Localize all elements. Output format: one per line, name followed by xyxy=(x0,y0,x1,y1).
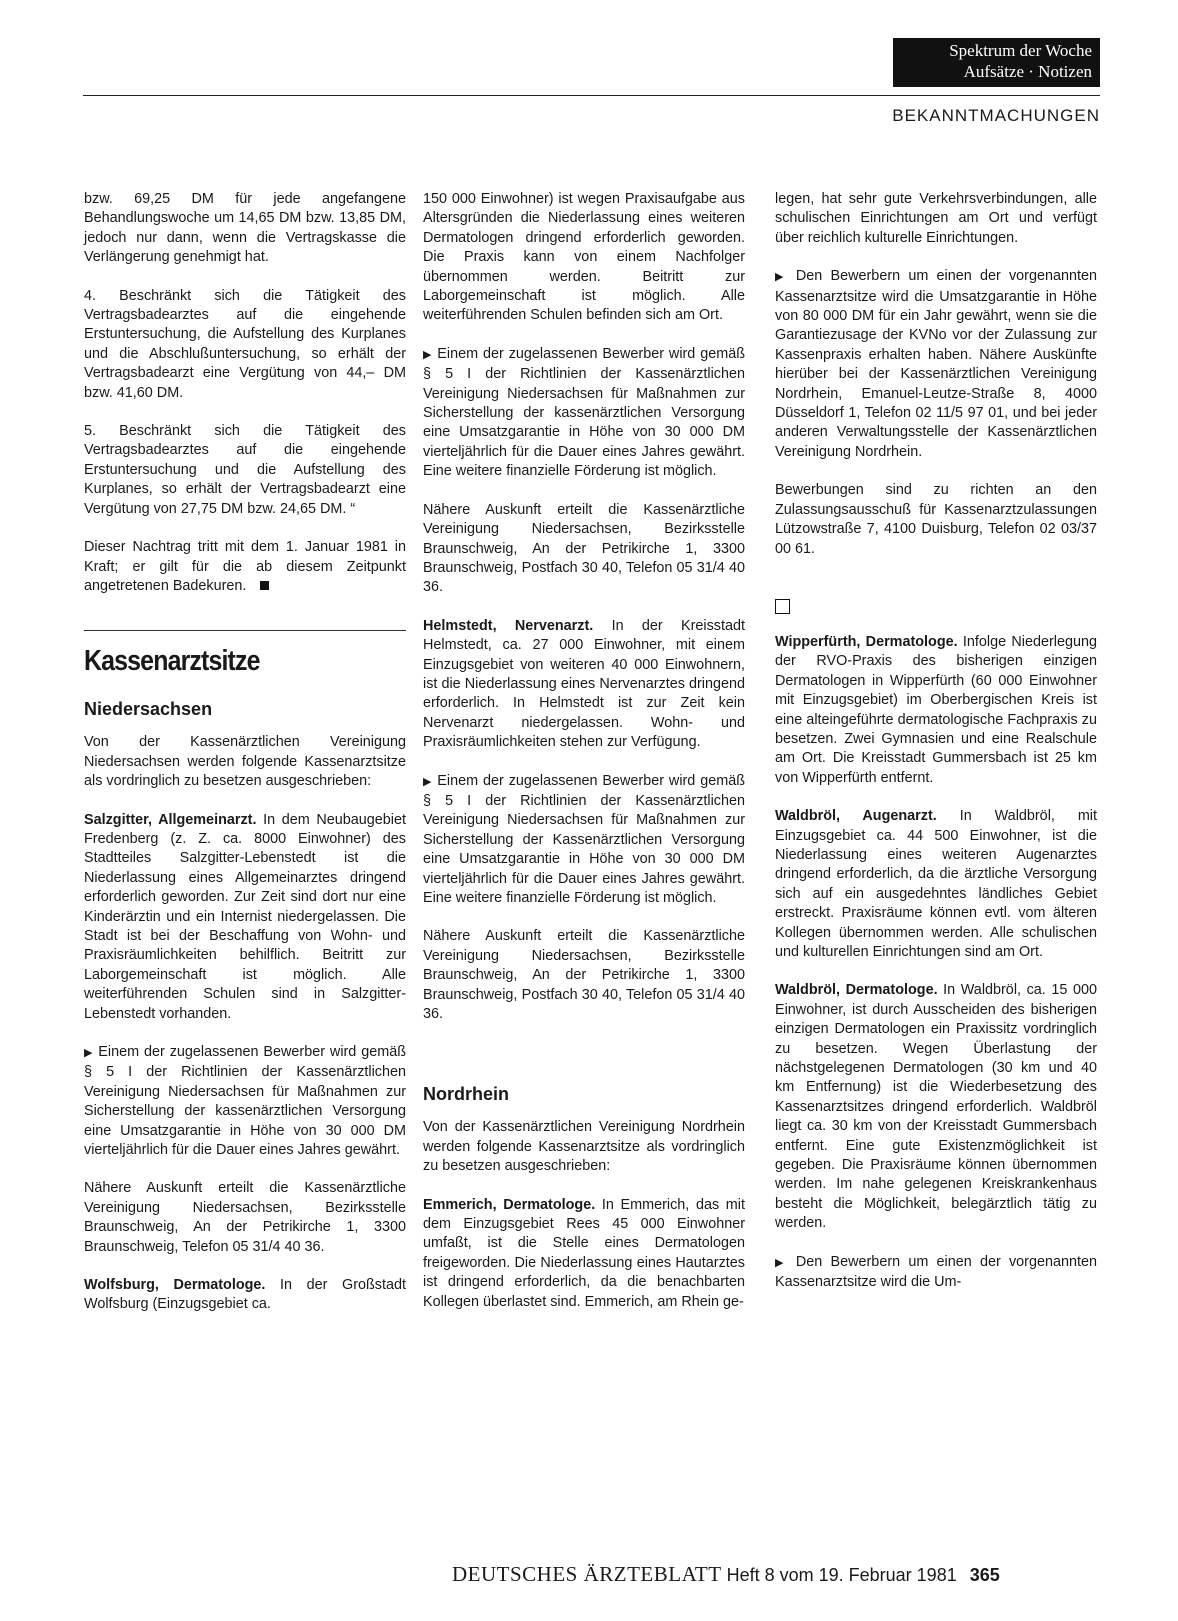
column-2 xyxy=(423,190,745,1312)
arrow-icon: ▶ xyxy=(423,775,433,788)
page-number: 365 xyxy=(969,1565,1000,1585)
listing-text: In Waldbröl, ca. 15 000 Einwohner, ist durch Ausscheiden des bisherigen einzigen Dermatologen ein Praxissitz vordringlich zu besetzen. Wegen Überlastung der nächstgelegenen Dermatologen (30 km und 40 km Entfernung) ist die Wiederbesetzung des Kassenarztsitzes dringend erforderlich. Waldbröl liegt ca. 30 km von der Kreisstadt Gummersbach entfernt. Eine gute Existenzmöglichkeit ist gegeben. Die Praxisräume können übernommen werden. Im nahe gelegenen Kreiskrankenhaus besteht die Möglichkeit, belegärztlich tätig zu werden. xyxy=(775,982,1097,1232)
paragraph-text: Einem der zugelassenen Bewerber wird gemäß § 5 I der Richtlinien der Kassenärztlichen Vereinigung Niedersachsen für Maßnahmen zur Sicherstellung der Kassenärztlichen Versorgung eine Umsatzgarantie in Höhe von 30 000 DM vierteljährlich für die Dauer eines Jahres gewährt. Eine weitere finanzielle Förderung ist möglich. xyxy=(423,772,746,906)
listing-title: Waldbröl, Augenarzt. xyxy=(775,808,937,825)
paragraph: Von der Kassenärztlichen Vereinigung Nordrhein werden folgende Kassenarztsitze als vordringlich zu besetzen ausgeschrieben: xyxy=(423,1119,745,1175)
arrow-icon: ▶ xyxy=(423,348,433,361)
paragraph-text: Dieser Nachtrag tritt mit dem 1. Januar 1981 in Kraft; er gilt für die ab diesem Zeitpunkt angetretenen Badekuren. xyxy=(84,539,406,594)
arrow-icon: ▶ xyxy=(84,1047,94,1059)
listing-text: In der Großstadt Wolfsburg (Einzugsgebiet ca. xyxy=(84,1277,406,1313)
paragraph-text: Den Bewerbern um einen der vorgenannten Kassenarztsitze wird die Umsatzgarantie in Höhe von 80 000 DM für ein Jahr gewährt, wenn sie die Garantiezusage der KVNo vor der Zulassung zur Kassenpraxis erhalten haben. Nähere Auskünfte hierüber bei der Kassenärztlichen Vereinigung Nordrhein, Emanuel-Leutze-Straße 8, 4000 Düsseldorf 1, Telefon 02 11/5 97 01, und bei jeder anderen Verwaltungsstelle der Kassenärztlichen Vereinigung Nordrhein. xyxy=(775,268,1097,460)
arrow-icon: ▶ xyxy=(775,1256,788,1269)
issue-info: Heft 8 vom 19. Februar 1981 xyxy=(726,1565,957,1585)
header-rule xyxy=(83,95,1100,96)
subheading: Nordrhein xyxy=(423,1084,510,1105)
end-box-icon xyxy=(775,599,790,614)
paragraph: Nähere Auskunft erteilt die Kassenärztliche Vereinigung Niedersachsen, Bezirksstelle Braunschweig, An der Petrikirche 1, 3300 Braunschweig, Postfach 30 40, Telefon 05 31/4 40 36. xyxy=(423,501,745,596)
paragraph: 5. Beschränkt sich die Tätigkeit des Vertragsbadearztes auf die eingehende Erstuntersuchung und die Aufstellung des Kurplanes, so erhält der Vertragsbadearzt eine Vergütung von 27,75 DM bzw. 24,65 DM. “ xyxy=(84,423,406,517)
paragraph: legen, hat sehr gute Verkehrsverbindungen, alle schulischen Einrichtungen am Ort und verfügt über reichlich kulturelle Einrichtungen. xyxy=(775,191,1097,246)
listing-text: In dem Neubaugebiet Fredenberg (z. Z. ca. 8000 Einwohner) des Stadtteiles Salzgitter-Lebenstedt ist die Niederlassung eines Allgemeinarztes dringend erforderlich geworden. Zur Zeit sind dort nur eine Kinderärztin und ein Internist niedergelassen. Die Stadt ist bei der Beschaffung von Wohn- und Praxisräumlichkeiten behilflich. Beitritt zur Laborgemeinschaft ist möglich. Alle weiterführenden Schulen sind in Salzgitter-Lebenstedt vorhanden. xyxy=(84,811,406,1022)
paragraph xyxy=(84,1043,406,1160)
listing-text: In Waldbröl, mit Einzugsgebiet ca. 44 500 Einwohner, ist die Niederlassung eines weiteren Augenarztes dringend erforderlich, da die ärztliche Versorgung sich auf ein ausgedehntes ländliches Gebiet erstreckt. Praxisräume können evtl. vom älteren Kollegen übernommen werden. Alle schulischen und kulturellen Einrichtungen sind am Ort. xyxy=(775,808,1097,960)
listing xyxy=(775,981,1097,1233)
listing-title: Emmerich, Dermatologe. xyxy=(423,1196,596,1213)
journal-name: DEUTSCHES ÄRZTEBLATT xyxy=(452,1562,722,1586)
paragraph-text: Einem der zugelassenen Bewerber wird gemäß § 5 I der Richtlinien der Kassenärztlichen Vereinigung Niedersachsen für Maßnahmen zur Sicherstellung der kassenärztlichen Versorgung eine Umsatzgarantie in Höhe von 30 000 DM vierteljährlich für die Dauer eines Jahres gewährt. Eine weitere finanzielle Förderung ist möglich. xyxy=(423,345,746,480)
column-1 xyxy=(84,190,406,1315)
listing xyxy=(775,807,1097,962)
paragraph xyxy=(423,772,745,909)
listing-title: Helmstedt, Nervenarzt. xyxy=(423,617,594,634)
paragraph: Nähere Auskunft erteilt die Kassenärztliche Vereinigung Niedersachsen, Bezirksstelle Braunschweig, An der Petrikirche 1, 3300 Braunschweig, Postfach 30 40, Telefon 05 31/4 40 36. xyxy=(423,928,745,1023)
paragraph: Von der Kassenärztlichen Vereinigung Niedersachsen werden folgende Kassenarztsitze als vordringlich zu besetzen ausgeschrieben: xyxy=(84,734,406,790)
column-3 xyxy=(775,190,1097,1293)
section-rule xyxy=(84,630,406,631)
listing-text: In der Kreisstadt Helmstedt, ca. 27 000 Einwohner, mit einem Einzugsgebiet von weiteren 40 000 Einwohnern, ist die Niederlassung eines Nervenarztes dringend erforderlich. In Helmstedt ist zur Zeit kein Nervenarzt niedergelassen. Wohn- und Praxisräumlichkeiten stehen zur Verfügung. xyxy=(423,617,746,751)
section-title: BEKANNTMACHUNGEN xyxy=(892,106,1100,125)
listing xyxy=(84,1276,406,1315)
listing xyxy=(423,1196,745,1312)
paragraph: bzw. 69,25 DM für jede angefangene Behandlungswoche um 14,65 DM bzw. 13,85 DM, jedoch nur dann, wenn die Vertragskasse die Verlängerung genehmigt hat. xyxy=(84,191,406,266)
listing xyxy=(775,633,1097,788)
listing xyxy=(423,617,745,753)
arrow-icon: ▶ xyxy=(775,271,788,284)
paragraph xyxy=(84,538,406,596)
paragraph: Bewerbungen sind zu richten an den Zulassungsausschuß für Kassenarztzulassungen Lützowstraße 7, 4100 Duisburg, Telefon 02 03/37 00 61. xyxy=(775,482,1097,557)
section-tag-line2: Aufsätze · Notizen xyxy=(963,62,1092,81)
listing-text: Infolge Niederlegung der RVO-Praxis des bisherigen einzigen Dermatologen in Wipperfürth (60 000 Einwohner mit Einzugsgebiet) im Oberbergischen Kreis ist eine alteingeführte dermatologische Fachpraxis zu besetzen. Zwei Gymnasien und eine Realschule am Ort. Die Kreisstadt Gummersbach ist 25 km von Wipperfürth entfernt. xyxy=(775,633,1098,786)
listing-title: Waldbröl, Dermatologe. xyxy=(775,982,938,999)
paragraph-text: Einem der zugelassenen Bewerber wird gemäß § 5 I der Richtlinien der Kassenärztlichen Vereinigung Niedersachsen für Maßnahmen zur Sicherstellung der kassenärztlichen Versorgung eine Umsatzgarantie in Höhe von 30 000 DM vierteljährlich für die Dauer eines Jahres gewährt. xyxy=(84,1044,407,1159)
section-tag-line1: Spektrum der Woche xyxy=(949,41,1092,60)
paragraph xyxy=(775,267,1097,462)
end-mark-icon xyxy=(260,581,269,590)
paragraph: 4. Beschränkt sich die Tätigkeit des Vertragsbadearztes auf die eingehende Erstuntersuchung, die Aufstellung des Kurplanes und die Abschlußuntersuchung, so erhält der Vertragsbadearzt eine Vergütung von 44,– DM bzw. 41,60 DM. xyxy=(84,287,406,401)
section-tag xyxy=(893,38,1100,87)
listing-text: In Emmerich, das mit dem Einzugsgebiet Rees 45 000 Einwohner umfaßt, ist die Stelle eines Dermatologen freigeworden. Die Niederlassung eines Hautarztes ist dringend erforderlich, da die benachbarten Kollegen überlastet sind. Emmerich, am Rhein ge- xyxy=(423,1196,745,1310)
article-heading: Kassenarztsitze xyxy=(84,645,260,678)
listing-title: Salzgitter, Allgemeinarzt. xyxy=(84,811,257,828)
paragraph xyxy=(775,1253,1097,1293)
page-footer xyxy=(452,1562,1000,1587)
subheading: Niedersachsen xyxy=(84,699,213,720)
paragraph: Nähere Auskunft erteilt die Kassenärztliche Vereinigung Niedersachsen, Bezirksstelle Braunschweig, An der Petrikirche 1, 3300 Braunschweig, Telefon 05 31/4 40 36. xyxy=(84,1180,406,1255)
paragraph: 150 000 Einwohner) ist wegen Praxisaufgabe aus Altersgründen die Niederlassung eines weiteren Dermatologen dringend erforderlich geworden. Die Praxis kann von einem Nachfolger übernommen werden. Beitritt zur Laborgemeinschaft ist möglich. Alle weiterführenden Schulen befinden sich am Ort. xyxy=(423,191,745,324)
listing xyxy=(84,811,406,1024)
paragraph-text: Den Bewerbern um einen der vorgenannten Kassenarztsitze wird die Um- xyxy=(775,1253,1097,1291)
listing-title: Wolfsburg, Dermatologe. xyxy=(84,1277,266,1294)
listing-title: Wipperfürth, Dermatologe. xyxy=(775,633,958,650)
paragraph xyxy=(423,345,745,482)
